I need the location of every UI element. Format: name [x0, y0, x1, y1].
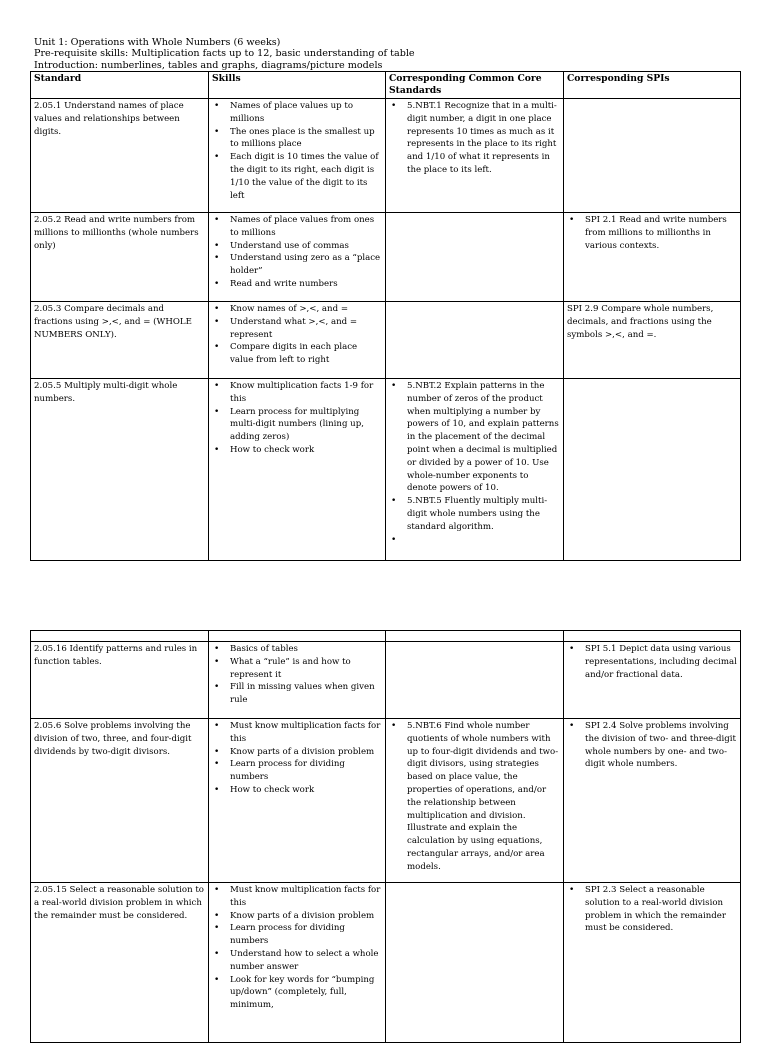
standards-table-1 [30, 71, 741, 561]
skill-bullet: • What a “rule” is and how to represent it [230, 656, 382, 682]
spi-bullet: • SPI 2.4 Solve problems involving the division of two- and three-digit whole numbers by one- and two- digit whole numbers. [585, 720, 737, 771]
table-header-row [31, 72, 741, 99]
skill-list [212, 100, 382, 202]
column-header-standard: Standard [31, 72, 209, 99]
skill-bullet: • Understand use of commas [230, 240, 382, 253]
common-core-cell [386, 99, 564, 213]
empty-header-cell [31, 631, 209, 642]
common-core-cell [386, 379, 564, 561]
skills-cell [209, 379, 386, 561]
table-row [31, 379, 741, 561]
skill-bullet: • Read and write numbers [230, 278, 382, 291]
skills-cell [209, 719, 386, 883]
skill-bullet: • Names of place values from ones to millions [230, 214, 382, 240]
table-row [31, 213, 741, 302]
skill-bullet: • Must know multiplication facts for this [230, 884, 382, 910]
skill-bullet: • Names of place values up to millions [230, 100, 382, 126]
standard-cell: 2.05.15 Select a reasonable solution to a real-world division problem in which the remainder must be considered. [31, 883, 209, 1043]
spi-cell [564, 99, 741, 213]
spi-cell [564, 213, 741, 302]
skill-bullet: • Know parts of a division problem [230, 910, 382, 923]
spi-cell [564, 883, 741, 1043]
common-core-cell [386, 302, 564, 379]
skill-bullet: • Look for key words for “bumping up/down” (completely, full, minimum, [230, 974, 382, 1012]
spi-list [567, 720, 737, 771]
spi-text: SPI 2.9 Compare whole numbers, decimals, and fractions using the symbols >,<, and =. [567, 304, 714, 340]
spi-list [567, 643, 737, 681]
skill-bullet: • How to check work [230, 444, 382, 457]
standard-cell: 2.05.16 Identify patterns and rules in function tables. [31, 642, 209, 719]
skill-bullet: • Understand what >,<, and = represent [230, 316, 382, 342]
standard-cell: 2.05.3 Compare decimals and fractions using >,<, and = (WHOLE NUMBERS ONLY). [31, 302, 209, 379]
common-core-cell [386, 213, 564, 302]
common-core-bullet: • 5.NBT.1 Recognize that in a multi-digit number, a digit in one place represents 10 times as much as it represents in the place to its right and 1/10 of what it represents in the place to its left. [407, 100, 560, 177]
empty-header-cell [564, 631, 741, 642]
introduction-line: Introduction: numberlines, tables and graphs, diagrams/picture models [34, 60, 383, 71]
spi-cell [564, 642, 741, 719]
skill-list [212, 214, 382, 291]
skill-bullet: • Fill in missing values when given rule [230, 681, 382, 707]
table-header-row-empty [31, 631, 741, 642]
common-core-list [389, 720, 560, 874]
spi-list [567, 884, 737, 935]
column-header-skills: Skills [209, 72, 386, 99]
skills-cell [209, 213, 386, 302]
skill-list [212, 720, 382, 797]
skill-bullet: • Learn process for dividing numbers [230, 922, 382, 948]
skill-bullet: • Compare digits in each place value from left to right [230, 341, 382, 367]
prerequisite-skills: Pre-requisite skills: Multiplication facts up to 12, basic understanding of table [34, 48, 415, 59]
common-core-cell [386, 642, 564, 719]
standard-cell: 2.05.6 Solve problems involving the division of two, three, and four-digit dividends by two-digit divisors. [31, 719, 209, 883]
spi-bullet: • SPI 5.1 Depict data using various representations, including decimal and/or fractional data. [585, 643, 737, 681]
empty-header-cell [386, 631, 564, 642]
skill-bullet: • The ones place is the smallest up to millions place [230, 126, 382, 152]
skill-list [212, 380, 382, 457]
table-row [31, 302, 741, 379]
table-row [31, 642, 741, 719]
skill-bullet: • Basics of tables [230, 643, 382, 656]
common-core-bullet: • 5.NBT.6 Find whole number quotients of whole numbers with up to four-digit dividends and two-digit divisors, using strategies based on place value, the properties of operations, and/or the relationship between multiplication and division. Illustrate and explain the calculation by using equations, rectangular arrays, and/or area models. [407, 720, 560, 874]
skills-cell [209, 883, 386, 1043]
common-core-cell [386, 719, 564, 883]
skill-bullet: • How to check work [230, 784, 382, 797]
spi-bullet: • SPI 2.1 Read and write numbers from millions to millionths in various contexts. [585, 214, 737, 252]
spi-cell [564, 719, 741, 883]
table-row [31, 719, 741, 883]
standard-cell: 2.05.1 Understand names of place values and relationships between digits. [31, 99, 209, 213]
empty-header-cell [209, 631, 386, 642]
common-core-bullet [407, 534, 560, 546]
column-header-common-core: Corresponding Common Core Standards [386, 72, 564, 99]
standards-table-2 [30, 630, 741, 1043]
skill-bullet: • Each digit is 10 times the value of the digit to its right, each digit is 1/10 the value of the digit to its left [230, 151, 382, 202]
skill-bullet: • Must know multiplication facts for this [230, 720, 382, 746]
standard-cell: 2.05.2 Read and write numbers from millions to millionths (whole numbers only) [31, 213, 209, 302]
common-core-bullet: • 5.NBT.5 Fluently multiply multi-digit whole numbers using the standard algorithm. [407, 495, 560, 533]
spi-cell [564, 302, 741, 379]
common-core-cell [386, 883, 564, 1043]
skill-bullet: • Learn process for multiplying multi-digit numbers (lining up, adding zeros) [230, 406, 382, 444]
skills-cell [209, 642, 386, 719]
unit-title: Unit 1: Operations with Whole Numbers (6 weeks) [34, 37, 281, 48]
skill-bullet: • Understand how to select a whole number answer [230, 948, 382, 974]
column-header-spis: Corresponding SPIs [564, 72, 741, 99]
common-core-list [389, 100, 560, 177]
spi-list [567, 214, 737, 252]
skill-bullet: • Know names of >,<, and = [230, 303, 382, 316]
skill-list [212, 643, 382, 707]
standard-cell: 2.05.5 Multiply multi-digit whole numbers. [31, 379, 209, 561]
skills-cell [209, 302, 386, 379]
skill-bullet: • Understand using zero as a “place holder” [230, 252, 382, 278]
spi-bullet: • SPI 2.3 Select a reasonable solution to a real-world division problem in which the remainder must be considered. [585, 884, 737, 935]
table-row [31, 883, 741, 1043]
spi-cell [564, 379, 741, 561]
skill-bullet: • Know parts of a division problem [230, 746, 382, 759]
skill-list [212, 303, 382, 367]
common-core-bullet: • 5.NBT.2 Explain patterns in the number of zeros of the product when multiplying a number by powers of 10, and explain patterns in the placement of the decimal point when a decimal is multiplied or divided by a power of 10. Use whole-number exponents to denote powers of 10. [407, 380, 560, 495]
skill-bullet: • Learn process for dividing numbers [230, 758, 382, 784]
skill-bullet: • Know multiplication facts 1-9 for this [230, 380, 382, 406]
table-row [31, 99, 741, 213]
common-core-list [389, 380, 560, 546]
skill-list [212, 884, 382, 1012]
skills-cell [209, 99, 386, 213]
